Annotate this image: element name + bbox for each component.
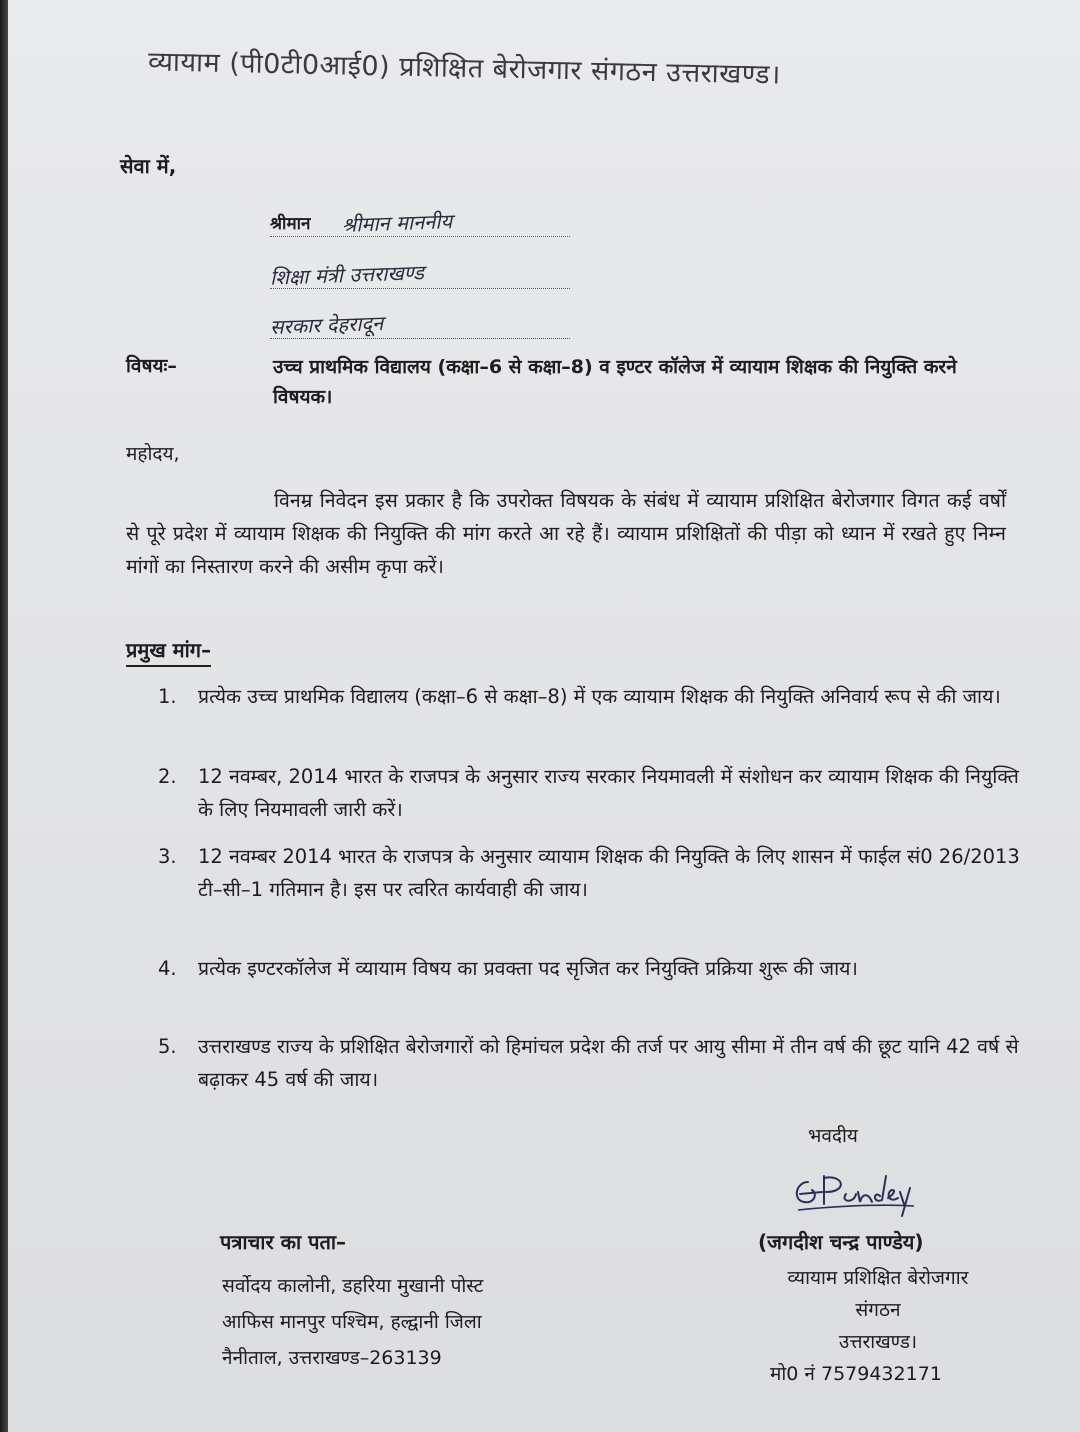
demand-item-2 <box>158 760 1020 826</box>
address-line-1: सर्वोदय कालोनी, डहरिया मुखानी पोस्ट <box>222 1275 484 1297</box>
address-line-2: आफिस मानपुर पश्चिम, हल्द्वानी जिला <box>222 1311 482 1333</box>
address-line-3: नैनीताल, उत्तराखण्ड–263139 <box>222 1347 442 1369</box>
demand-text: 12 नवम्बर 2014 भारत के राजपत्र के अनुसार व्यायाम शिक्षक की नियुक्ति के लिए शासन में फाईल सं0 26/2013 टी–सी–1 गतिमान है। इस पर त्वरित कार्यवाही की जाय। <box>198 845 1020 901</box>
org-line-3: उत्तराखण्ड। <box>838 1331 918 1353</box>
correspondence-title: पत्राचार का पता– <box>220 1230 347 1254</box>
mobile-number: मो0 नं 7579432171 <box>770 1363 942 1385</box>
recipient-line-2 <box>270 258 570 289</box>
demand-text: प्रत्येक उच्च प्राथमिक विद्यालय (कक्षा–6 से कक्षा–8) में एक व्यायाम शिक्षक की नियुक्ति अनिवार्य रूप से की जाय। <box>198 685 1001 708</box>
letterhead-title: व्यायाम (पी0टी0आई0) प्रशिक्षित बेरोजगार संगठन उत्तराखण्ड। <box>147 46 782 91</box>
handwritten-recipient-2: शिक्षा मंत्री उत्तराखण्ड <box>269 260 425 290</box>
letter-page <box>8 0 1080 1432</box>
body-paragraph: विनम्र निवेदन इस प्रकार है कि उपरोक्त विषयक के संबंध में व्यायाम प्रशिक्षित बेरोजगार विगत कई वर्षों से पूरे प्रदेश में व्यायाम शिक्षक की नियुक्ति की मांग करते आ रहे हैं। व्यायाम प्रशिक्षितों की पीड़ा को ध्यान में रखते हुए निम्न मांगों का निस्तारण करने की असीम कृपा करें। <box>126 489 1006 578</box>
org-line-1: व्यायाम प्रशिक्षित बेरोजगार <box>787 1267 969 1289</box>
correspondence-address <box>222 1268 622 1376</box>
demand-item-1 <box>158 680 1020 713</box>
recipient-line-3 <box>270 308 570 339</box>
org-line-2: संगठन <box>855 1299 901 1321</box>
demand-item-5 <box>158 1030 1020 1096</box>
demand-number: 4. <box>158 957 177 980</box>
recipient-line-1 <box>270 206 570 237</box>
demand-text: 12 नवम्बर, 2014 भारत के राजपत्र के अनुसार राज्य सरकार नियमावली में संशोधन कर व्यायाम शिक्षक की नियुक्ति के लिए नियमावली जारी करें। <box>198 765 1019 821</box>
subject-label: विषयः– <box>126 355 177 377</box>
demands-title: प्रमुख मांग– <box>126 636 211 667</box>
page-edge-shadow <box>0 0 8 1432</box>
demand-item-4 <box>158 952 1020 985</box>
signatory-name: (जगदीश चन्द्र पाण्डेय) <box>758 1230 924 1254</box>
demand-number: 2. <box>158 765 177 788</box>
handwritten-recipient-1: श्रीमान माननीय <box>341 209 453 237</box>
closing-word: भवदीय <box>808 1125 858 1147</box>
demand-item-3 <box>158 840 1020 906</box>
demand-text: प्रत्येक इण्टरकॉलेज में व्यायाम विषय का प्रवक्ता पद सृजित कर नियुक्ति प्रक्रिया शुरू की जाय। <box>198 957 858 980</box>
subject-text: उच्च प्राथमिक विद्यालय (कक्षा–6 से कक्षा–8) व इण्टर कॉलेज में व्यायाम शिक्षक की नियुक्ति करने विषयक। <box>273 356 957 408</box>
demand-number: 3. <box>158 845 177 868</box>
handwritten-signature <box>788 1170 918 1220</box>
signatory-organisation <box>733 1262 1023 1358</box>
greeting: महोदय, <box>126 443 180 465</box>
demand-text: उत्तराखण्ड राज्य के प्रशिक्षित बेरोजगारों को हिमांचल प्रदेश की तर्ज पर आयु सीमा में तीन वर्ष की छूट यानि 42 वर्ष से बढ़ाकर 45 वर्ष की जाय। <box>198 1035 1019 1091</box>
salutation: सेवा में, <box>120 154 177 178</box>
demand-number: 1. <box>158 685 177 708</box>
demand-number: 5. <box>158 1035 177 1058</box>
recipient-label: श्रीमान <box>270 214 311 234</box>
handwritten-recipient-3: सरकार देहरादून <box>269 311 384 339</box>
